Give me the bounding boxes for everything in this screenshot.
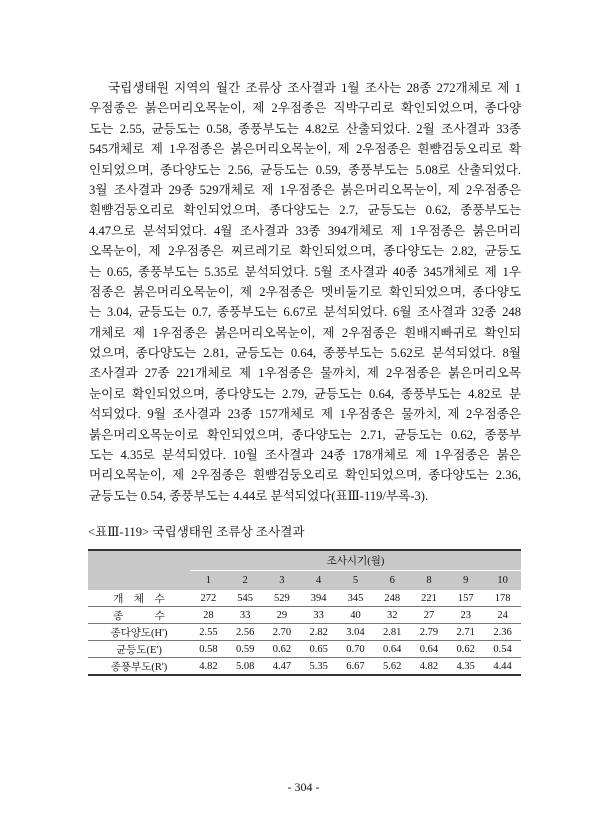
text-line: 개체로 제 1우점종은 붉은머리오목눈이, 제 2우점종은 흰배지빠귀로 확인되 <box>89 325 521 340</box>
table-cell: 2.82 <box>300 624 337 641</box>
corner-header <box>88 550 190 590</box>
text-line: 붉은머리오목눈이로 확인되었으며, 종다양도는 2.71, 균등도는 0.62, 종풍부 <box>89 427 521 442</box>
table-cell: 23 <box>447 607 484 624</box>
text-line: 석되었다. 9월 조사결과 23종 157개체로 제 1우점종은 물까치, 제 2우점종은 <box>89 407 521 422</box>
table-cell: 32 <box>374 607 411 624</box>
text-line: 점종은 붉은머리오목눈이, 제 2우점종은 멧비둘기로 확인되었으며, 종다양도 <box>89 284 521 299</box>
table-cell: 5.35 <box>300 658 337 676</box>
table-cell: 545 <box>227 590 264 607</box>
text-line: 도는 4.35로 분석되었다. 10월 조사결과 24종 178개체로 제 1우점종은 붉은 <box>89 448 521 463</box>
text-line: 조사결과 27종 221개체로 제 1우점종은 물까치, 제 2우점종은 붉은머리오목 <box>89 366 521 381</box>
table-cell: 157 <box>447 590 484 607</box>
table-cell: 0.54 <box>484 641 521 658</box>
month-header: 2 <box>227 571 264 591</box>
table-row <box>88 658 521 676</box>
month-header: 5 <box>337 571 374 591</box>
table-row <box>88 607 521 624</box>
table-cell: 0.62 <box>264 641 301 658</box>
table-cell: 248 <box>374 590 411 607</box>
table-cell: 4.44 <box>484 658 521 676</box>
table-cell: 27 <box>411 607 448 624</box>
text-line: 오목눈이, 제 2우점종은 찌르레기로 확인되었으며, 종다양도는 2.82, 균등도 <box>89 244 521 259</box>
table-caption: <표Ⅲ-119> 국립생태원 조류상 조사결과 <box>88 525 305 539</box>
table-cell: 0.64 <box>374 641 411 658</box>
table-cell: 3.04 <box>337 624 374 641</box>
row-label: 개 체 수 <box>88 590 190 607</box>
table-cell: 24 <box>484 607 521 624</box>
page-number: - 304 - <box>287 780 320 794</box>
bird-survey-table <box>88 549 521 676</box>
table-cell: 0.70 <box>337 641 374 658</box>
table-cell: 0.62 <box>447 641 484 658</box>
table-cell: 529 <box>264 590 301 607</box>
table-cell: 2.56 <box>227 624 264 641</box>
text-line: 흰뺨검둥오리로 확인되었으며, 종다양도는 2.7, 균등도는 0.62, 종풍부도는 <box>89 203 521 218</box>
row-label: 종다양도(H') <box>88 624 190 641</box>
table-cell: 4.47 <box>264 658 301 676</box>
text-line: 도는 2.55, 균등도는 0.58, 종풍부도는 4.82로 산출되었다. 2월 조사결과 33종 <box>89 121 521 136</box>
survey-month-header: 조사시기(월) <box>190 550 521 571</box>
text-line: 는 0.65, 종풍부도는 5.35로 분석되었다. 5월 조사결과 40종 345개체로 제 1우 <box>89 264 521 279</box>
table-cell: 29 <box>264 607 301 624</box>
table-cell: 178 <box>484 590 521 607</box>
table-cell: 28 <box>190 607 227 624</box>
month-header: 4 <box>300 571 337 591</box>
table-cell: 2.55 <box>190 624 227 641</box>
table-row <box>88 641 521 658</box>
month-header: 10 <box>484 571 521 591</box>
table-cell: 33 <box>300 607 337 624</box>
table-cell: 33 <box>227 607 264 624</box>
table-cell: 272 <box>190 590 227 607</box>
month-header: 1 <box>190 571 227 591</box>
month-header: 3 <box>264 571 301 591</box>
table-cell: 2.36 <box>484 624 521 641</box>
table-cell: 2.70 <box>264 624 301 641</box>
text-line: 국립생태원 지역의 월간 조류상 조사결과 1월 조사는 28종 272개체로 제 1 <box>108 81 521 95</box>
text-line: 4.47으로 분석되었다. 4월 조사결과 33종 394개체로 제 1우점종은 붉은머리 <box>89 223 521 238</box>
row-label: 균등도(E') <box>88 641 190 658</box>
table-cell: 5.08 <box>227 658 264 676</box>
table-cell: 221 <box>411 590 448 607</box>
text-line: 는 3.04, 균등도는 0.7, 종풍부도는 6.67로 분석되었다. 6월 조사결과 32종 248 <box>89 305 521 320</box>
table-cell: 5.62 <box>374 658 411 676</box>
text-line: 었으며, 종다양도는 2.81, 균등도는 0.64, 종풍부도는 5.62로 분석되었다. 8월 <box>89 346 521 361</box>
text-line: 눈이로 확인되었으며, 종다양도는 2.79, 균등도는 0.64, 종풍부도는 4.82로 분 <box>89 386 521 401</box>
table-cell: 2.71 <box>447 624 484 641</box>
table-cell: 0.64 <box>411 641 448 658</box>
table-cell: 0.59 <box>227 641 264 658</box>
table-row <box>88 590 521 607</box>
body-paragraph <box>89 78 521 506</box>
text-line: 3월 조사결과 29종 529개체로 제 1우점종은 붉은머리오목눈이, 제 2우점종은 <box>89 182 521 197</box>
table-cell: 4.35 <box>447 658 484 676</box>
month-header: 8 <box>411 571 448 591</box>
table-cell: 4.82 <box>190 658 227 676</box>
row-label: 종 수 <box>88 607 190 624</box>
text-line: 545개체로 제 1우점종은 붉은머리오목눈이, 제 2우점종은 흰뺨검둥오리로 확 <box>89 142 521 157</box>
table-cell: 40 <box>337 607 374 624</box>
text-line: 인되었으며, 종다양도는 2.56, 균등도는 0.59, 종풍부도는 5.08로 산출되었다. <box>89 162 521 177</box>
table-row <box>88 624 521 641</box>
table-cell: 2.81 <box>374 624 411 641</box>
row-label: 종풍부도(R') <box>88 658 190 676</box>
table-cell: 345 <box>337 590 374 607</box>
table-cell: 4.82 <box>411 658 448 676</box>
table-cell: 0.58 <box>190 641 227 658</box>
table-cell: 0.65 <box>300 641 337 658</box>
text-line: 균등도는 0.54, 종풍부도는 4.44로 분석되었다(표Ⅲ-119/부록-3). <box>89 488 429 503</box>
month-header: 9 <box>447 571 484 591</box>
table-cell: 6.67 <box>337 658 374 676</box>
table-cell: 394 <box>300 590 337 607</box>
month-header: 6 <box>374 571 411 591</box>
text-line: 우점종은 붉은머리오목눈이, 제 2우점종은 직박구리로 확인되었으며, 종다양 <box>89 101 521 116</box>
table-cell: 2.79 <box>411 624 448 641</box>
text-line: 머리오목눈이, 제 2우점종은 흰뺨검둥오리로 확인되었으며, 종다양도는 2.36, <box>89 468 521 483</box>
